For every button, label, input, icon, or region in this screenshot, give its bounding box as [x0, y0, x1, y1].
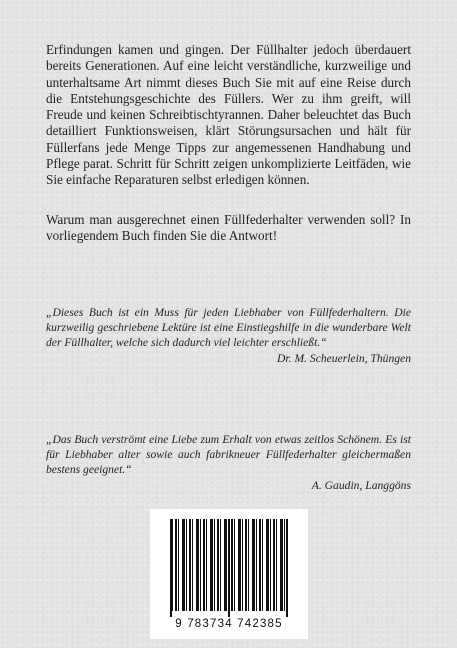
review-quote-text: „Dieses Buch ist ein Muss für jeden Liebhaber von Füllfederhaltern. Die kurzweilig geschriebene Lektüre ist eine Einstiegshilfe in die wunderbare Welt der Füllhalter, welche sich dadurch viel leichter erschließt.“ — [46, 306, 411, 349]
review-quote-text: „Das Buch verströmt eine Liebe zum Erhalt von etwas zeitlos Schönem. Es ist für Liebhaber alter sowie auch fabrikneuer Füllfederhalter gleichermaßen bestens geeignet.“ — [46, 433, 411, 476]
blurb-paragraph-2: Warum man ausgerechnet einen Füllfederhalter verwenden soll? In vorliegendem Buch finden Sie die Antwort! — [46, 212, 411, 244]
barcode-guard-center — [228, 519, 230, 617]
review-quote-2 — [46, 432, 411, 493]
review-quote-source: A. Gaudin, Langgöns — [311, 479, 411, 492]
review-quote-1 — [46, 305, 411, 366]
review-quote-source: Dr. M. Scheuerlein, Thüngen — [277, 352, 411, 365]
isbn-barcode — [150, 509, 308, 639]
blurb-paragraph-1: Erfindungen kamen und gingen. Der Füllhalter jedoch überdauert bereits Generationen. Auf eine leicht verständliche, kurzweilige und unterhaltsame Art nimmt dieses Buch Sie mit auf eine Reise durch die Entstehungsgeschichte des Füllers. Wer zu ihm greift, will Freude und keinen Schreibtischtyrannen. Daher beleuchtet das Buch detailliert Funktionsweisen, klärt Störungsursachen und hält für Füllerfans jede Menge Tipps zur angemessenen Handhabung und Pflege parat. Schritt für Schritt zeigen unkomplizierte Leitfäden, wie Sie einfache Reparaturen selbst erledigen können. — [46, 42, 411, 188]
barcode-guard-right — [286, 519, 288, 617]
barcode-digits: 9 783734 742385 — [175, 618, 283, 630]
barcode-guard-left — [170, 519, 172, 617]
